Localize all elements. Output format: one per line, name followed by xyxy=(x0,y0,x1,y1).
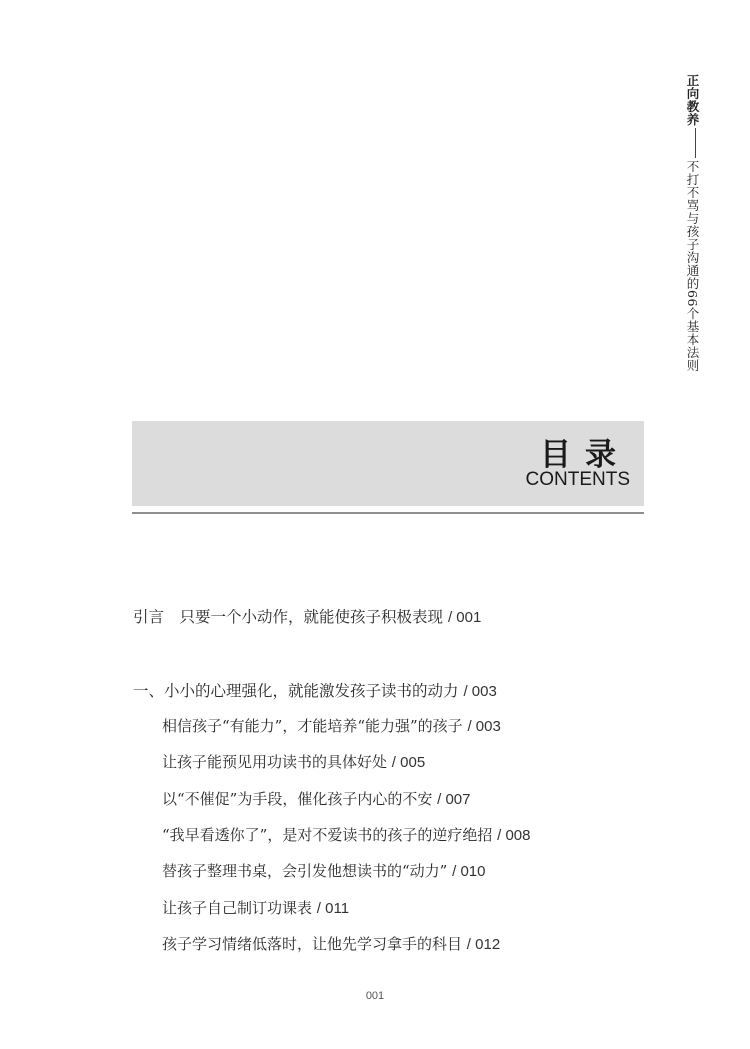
toc-entry-intro[interactable] xyxy=(133,605,481,627)
contents-subtitle: CONTENTS xyxy=(525,469,630,490)
toc-entry-text: 以“不催促”为手段，催化孩子内心的不安 xyxy=(162,790,433,808)
toc-entry-text: 一、小小的心理强化，就能激发孩子读书的动力 xyxy=(133,682,459,700)
toc-entry-section[interactable] xyxy=(162,824,531,845)
toc-entry-page: / 001 xyxy=(447,609,482,626)
toc-entry-page: / 011 xyxy=(316,900,350,917)
title-dash xyxy=(695,128,696,158)
toc-entry-text: 替孩子整理书桌，会引发他想读书的“动力” xyxy=(162,862,448,880)
toc-entry-text: “我早看透你了”，是对不爱读书的孩子的逆疗绝招 xyxy=(162,826,493,844)
toc-entry-page: / 010 xyxy=(452,863,486,880)
toc-entry-text: 相信孩子“有能力”，才能培养“能力强”的孩子 xyxy=(162,717,463,735)
toc-entry-page: / 003 xyxy=(463,683,497,700)
header-divider xyxy=(132,512,644,514)
contents-header xyxy=(132,421,644,506)
toc-entry-page: / 012 xyxy=(466,936,501,953)
toc-entry-section[interactable] xyxy=(162,933,500,954)
toc-entry-page: / 008 xyxy=(497,827,531,844)
toc-entry-section[interactable] xyxy=(162,788,471,809)
book-title-main: 正向教养 xyxy=(685,74,700,126)
book-title-vertical xyxy=(681,74,701,372)
toc-entry-page: / 005 xyxy=(391,754,426,771)
toc-entry-text: 让孩子能预见用功读书的具体好处 xyxy=(162,753,388,771)
toc-entry-text: 让孩子自己制订功课表 xyxy=(162,899,313,917)
book-title-sub: 不打不骂与孩子沟通的66个基本法则 xyxy=(685,160,700,372)
contents-title: 目录 xyxy=(540,437,630,473)
toc-entry-section[interactable] xyxy=(162,897,349,918)
toc-entry-text: 孩子学习情绪低落时，让他先学习拿手的科目 xyxy=(162,935,463,953)
toc-entry-chapter-1[interactable] xyxy=(133,679,497,701)
toc-entry-page: / 003 xyxy=(467,718,501,735)
toc-entry-page: / 007 xyxy=(437,791,471,808)
toc-entry-section[interactable] xyxy=(162,715,501,736)
toc-entry-text: 引言 只要一个小动作，就能使孩子积极表现 xyxy=(133,608,444,626)
page-number: 001 xyxy=(365,990,385,1002)
toc-entry-section[interactable] xyxy=(162,751,425,772)
toc-entry-section[interactable] xyxy=(162,860,486,881)
